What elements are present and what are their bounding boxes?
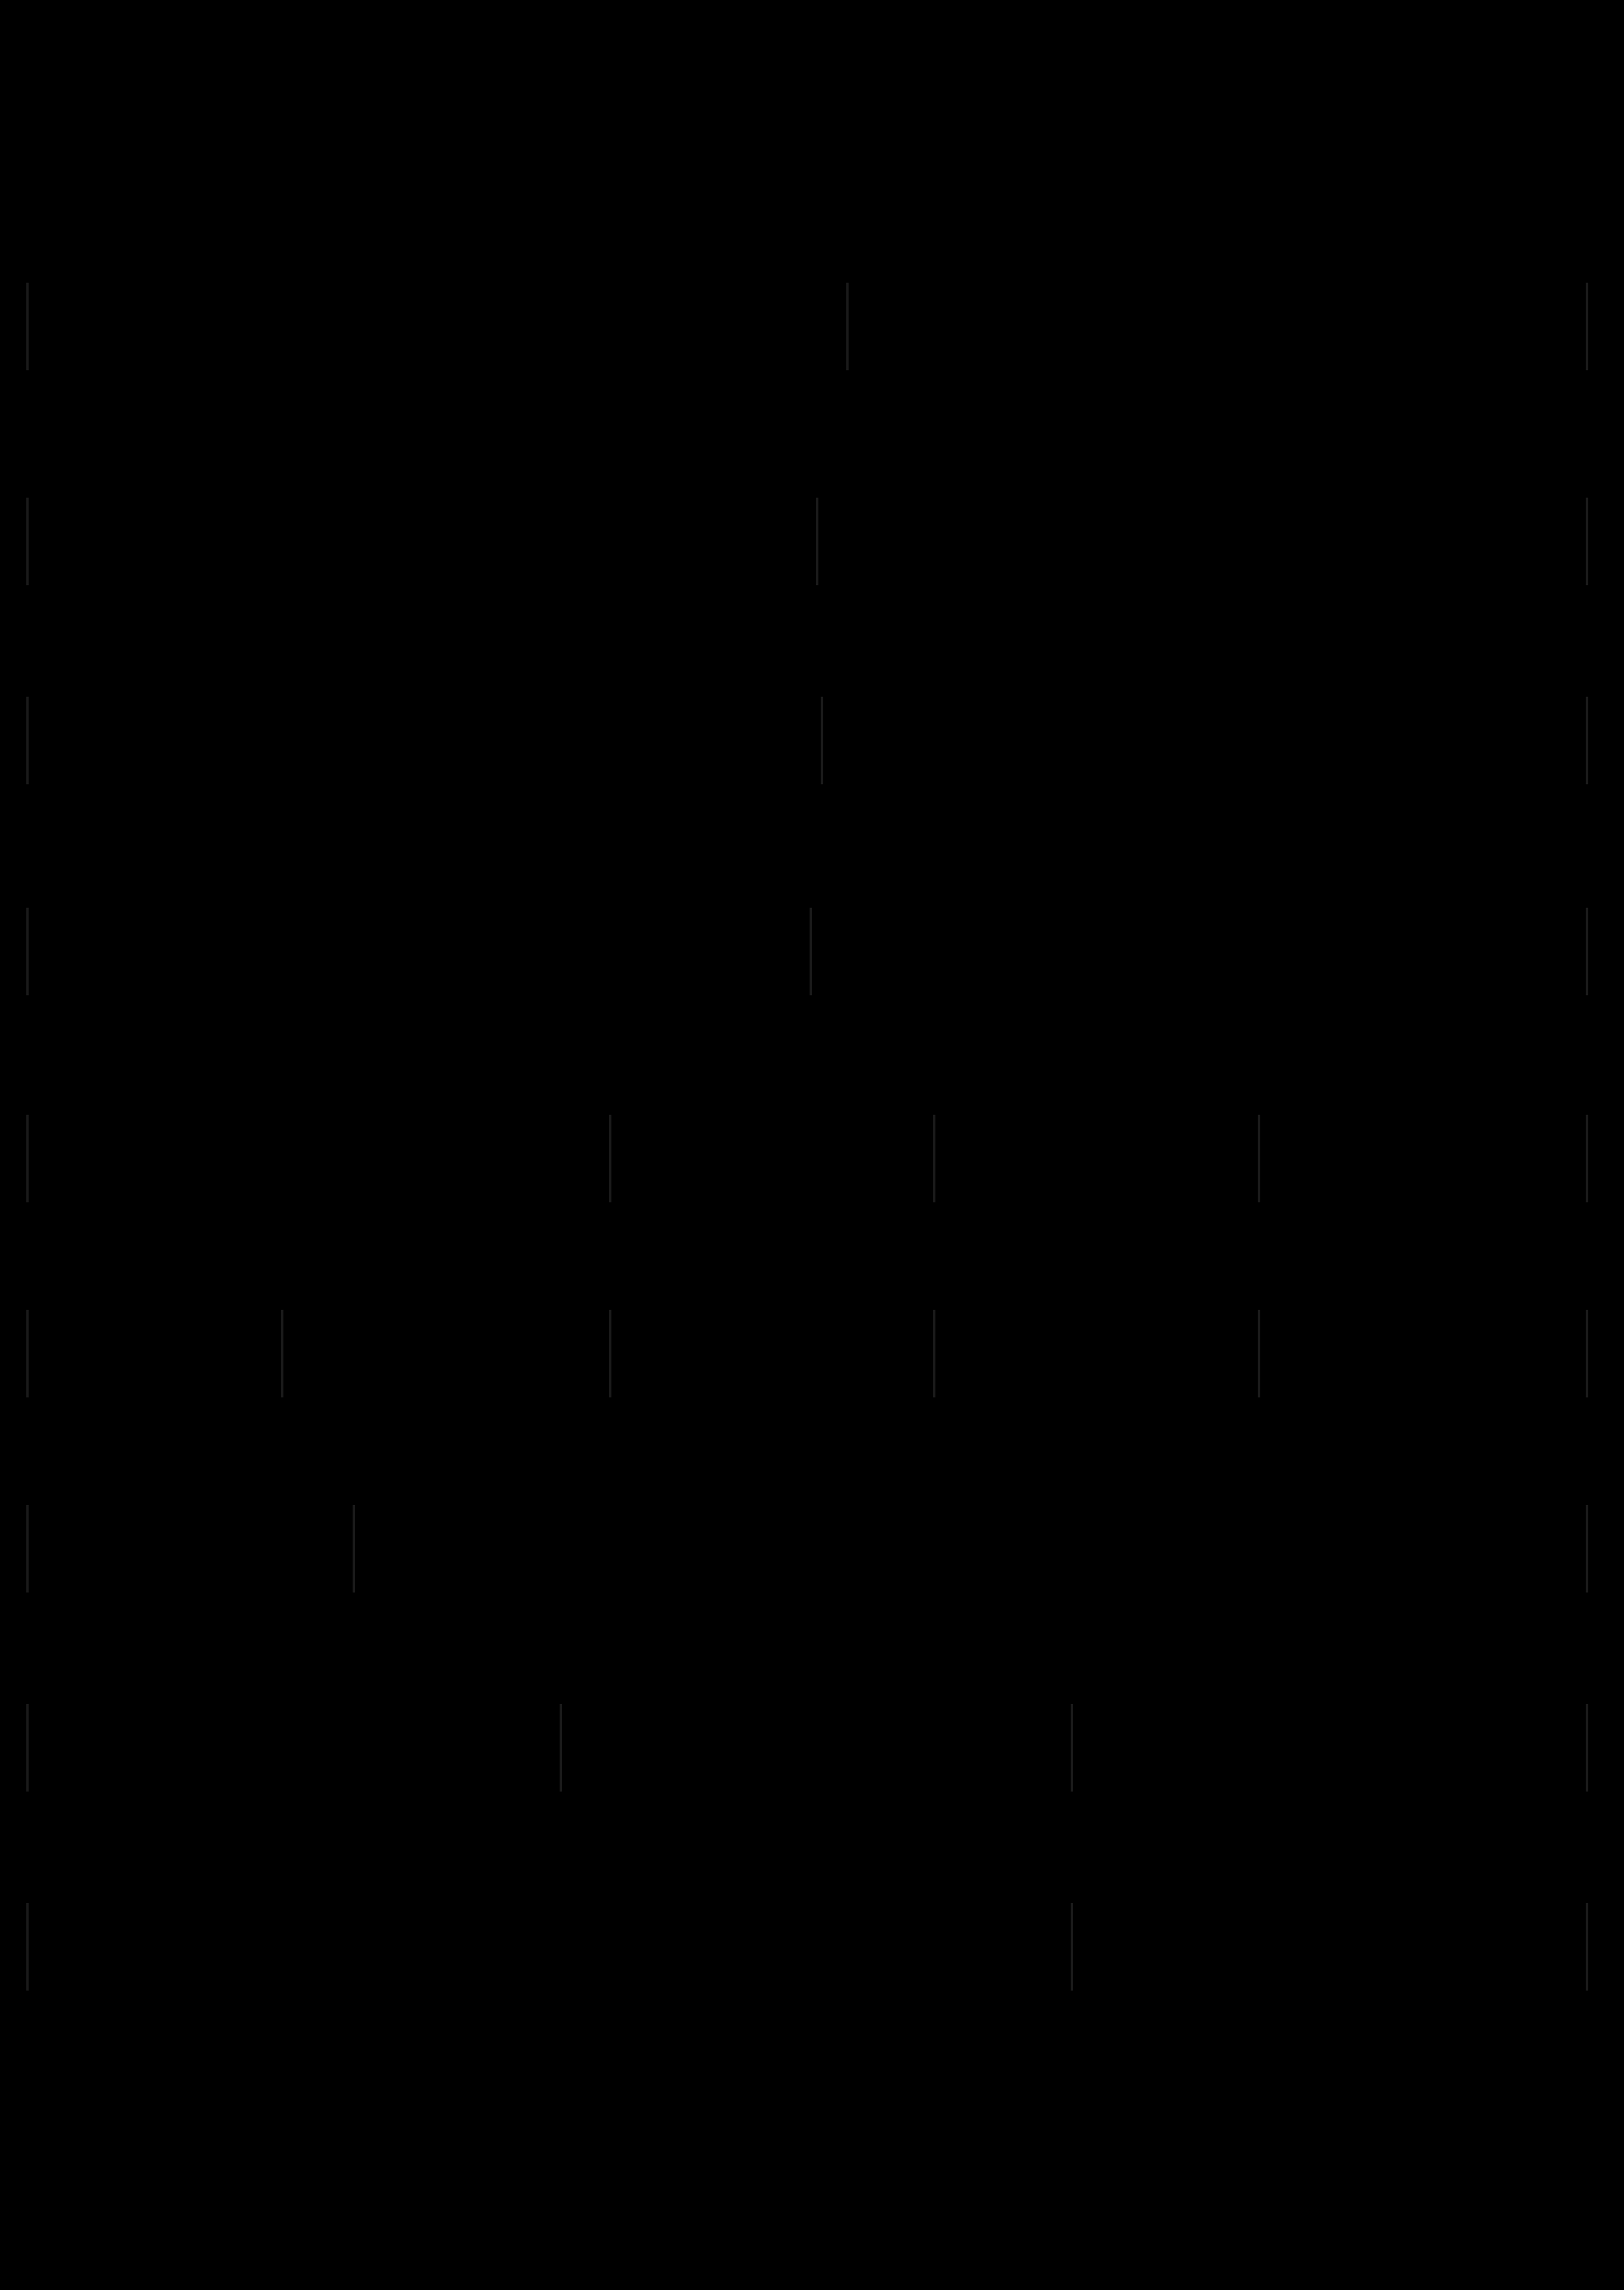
cell-rule [1586, 908, 1588, 995]
cell-rule [1586, 1115, 1588, 1202]
cell-rule [353, 1505, 355, 1592]
cell-rule [26, 283, 29, 370]
cell-rule [26, 697, 29, 784]
cell-rule [560, 1704, 562, 1792]
cell-rule [810, 908, 812, 995]
cell-rule [1586, 1310, 1588, 1397]
cell-rule [609, 1310, 611, 1397]
cell-rule [26, 1505, 29, 1592]
cell-rule [933, 1115, 935, 1202]
cell-rule [26, 498, 29, 585]
cell-rule [1586, 283, 1588, 370]
cell-rule [26, 1115, 29, 1202]
cell-rule [1586, 498, 1588, 585]
cell-rule [1586, 697, 1588, 784]
cell-rule [26, 908, 29, 995]
cell-rule [1258, 1115, 1260, 1202]
cell-rule [26, 1903, 29, 1991]
cell-rule [933, 1310, 935, 1397]
cell-rule [816, 498, 818, 585]
cell-rule [26, 1704, 29, 1792]
cell-rule [1071, 1704, 1073, 1792]
cell-rule [846, 283, 849, 370]
cell-rule [1258, 1310, 1260, 1397]
cell-rule [1586, 1903, 1588, 1991]
cell-rule [821, 697, 823, 784]
cell-rule [1586, 1704, 1588, 1792]
cell-rule [1586, 1505, 1588, 1592]
cell-rule [1071, 1903, 1073, 1991]
cell-rule [609, 1115, 611, 1202]
cell-rule [26, 1310, 29, 1397]
cell-rule [281, 1310, 283, 1397]
